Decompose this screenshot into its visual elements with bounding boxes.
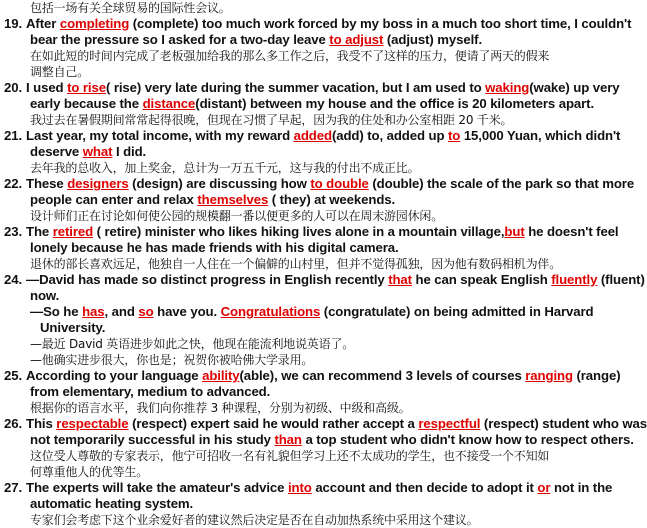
sentence-text: lonely because he has made friends with his digital camera. [30, 240, 399, 255]
sentence-text: (range) [572, 368, 621, 383]
chinese-translation-line: 我过去在暑假期间常常起得很晚，但现在习惯了早起，因为我的住处和办公室相距 20 千米。 [30, 113, 513, 127]
english-sentence-line [4, 144, 634, 160]
chinese-translation-line: 包括一场有关全球贸易的国际性会议。 [30, 1, 231, 15]
sentence-text: early because the [30, 96, 143, 111]
sentence-text: (adjust) myself. [383, 32, 483, 47]
english-sentence-line [4, 384, 634, 400]
chinese-translation-line: 退休的部长喜欢远足，他独自一人住在一个偏僻的山村里，但并不觉得孤独，因为他有数码相机为伴。 [30, 257, 562, 271]
exercise-item [4, 224, 634, 272]
english-sentence-line [4, 320, 634, 336]
item-number: 19. [4, 16, 23, 31]
answer-word: respectable [56, 416, 129, 431]
chinese-translation-line: 在如此短的时间内完成了老板强加给我的那么多工作之后，我受不了这样的压力，便请了两天的假来 [30, 49, 550, 63]
english-sentence-line [4, 80, 634, 96]
sentence-text: people can enter and relax [30, 192, 198, 207]
exercise-item [4, 80, 634, 128]
english-sentence-line [4, 288, 634, 304]
english-sentence-line [4, 432, 634, 448]
english-sentence-line [4, 128, 634, 144]
item-number: 21. [4, 128, 23, 143]
chinese-translation-line: 何尊重他人的优等生。 [30, 465, 149, 479]
chinese-translation-line: —最近 David 英语进步如此之快，他现在能流利地说英语了。 [30, 337, 355, 351]
sentence-text: I did. [112, 144, 147, 159]
item-number: 24. [4, 272, 23, 287]
english-sentence-line [4, 304, 634, 320]
chinese-translation-line: 设计师们正在讨论如何使公园的规模翻一番以便更多的人可以在周末游园休闲。 [30, 209, 444, 223]
sentence-text: account and then decide to adopt it [311, 480, 538, 495]
answer-word: ability [202, 368, 240, 383]
sentence-text: have you. [153, 304, 221, 319]
english-sentence-line [4, 96, 634, 112]
answer-word: to double [310, 176, 369, 191]
sentence-text: (complete) too much work forced by my boss in a much too short time, I couldn't [129, 16, 632, 31]
answer-word: but [504, 224, 525, 239]
answer-word: to rise [67, 80, 106, 95]
sentence-text: he doesn't feel [524, 224, 619, 239]
chinese-translation-line: 根据你的语言水平，我们向你推荐 3 种课程，分别为初级、中级和高级。 [30, 401, 411, 415]
sentence-text: —So he [30, 304, 83, 319]
sentence-text: bear the pressure so I asked for a two-day leave [30, 32, 330, 47]
sentence-text: (double) the scale of the park so that more [368, 176, 635, 191]
sentence-text: not in the [550, 480, 613, 495]
exercise-item [4, 16, 634, 80]
sentence-text: from elementary, medium to advanced. [30, 384, 271, 399]
sentence-text: now. [30, 288, 60, 303]
sentence-text: The [26, 224, 53, 239]
sentence-text: automatic heating system. [30, 496, 194, 511]
answer-word: into [287, 480, 312, 495]
answer-word: completing [59, 16, 130, 31]
sentence-text: ( they) at weekends. [268, 192, 396, 207]
item-number: 27. [4, 480, 23, 495]
chinese-translation-line: 去年我的总收入，加上奖金，总计为一万五千元，这与我的付出不成正比。 [30, 161, 420, 175]
english-sentence-line [4, 480, 634, 496]
answer-word: has [82, 304, 105, 319]
exercise-item [4, 272, 645, 368]
sentence-text: not temporarily successful in his study [30, 432, 275, 447]
sentence-text: ( rise) very late during the summer vacation, but I am used to [105, 80, 486, 95]
english-sentence-line [4, 272, 645, 288]
exercise-item [4, 416, 647, 480]
answer-word: so [138, 304, 154, 319]
sentence-text: (respect) expert said he would rather accept a [128, 416, 419, 431]
chinese-translation-line: 调整自己。 [30, 65, 90, 79]
sentence-text: (distant) between my house and the office is 20 kilometers apart. [195, 96, 595, 111]
sentence-text: University. [40, 320, 106, 335]
sentence-text: The experts will take the amateur's advice [26, 480, 288, 495]
sentence-text: deserve [30, 144, 83, 159]
english-sentence-line [4, 224, 634, 240]
exercise-item [4, 128, 634, 176]
exercise-item [4, 368, 634, 416]
answer-word: themselves [197, 192, 269, 207]
exercise-list [4, 16, 647, 528]
item-number: 22. [4, 176, 23, 191]
sentence-text: 15,000 Yuan, which didn't [460, 128, 621, 143]
english-sentence-line [4, 240, 634, 256]
chinese-translation-line: 这位受人尊敬的专家表示，他宁可招收一名有礼貌但学习上还不太成功的学生，也不接受一个不知如 [30, 449, 550, 463]
item-number: 26. [4, 416, 23, 431]
english-sentence-line [4, 496, 634, 512]
answer-word: waking [485, 80, 530, 95]
sentence-text: (add) to, added up [331, 128, 448, 143]
answer-word: fluently [551, 272, 598, 287]
sentence-text: (fluent) [597, 272, 645, 287]
sentence-text: After [26, 16, 60, 31]
sentence-text: he can speak English [411, 272, 552, 287]
answer-word: distance [142, 96, 196, 111]
sentence-text: Last year, my total income, with my reward [26, 128, 294, 143]
answer-word: to [448, 128, 461, 143]
answer-word: respectful [418, 416, 481, 431]
item-number: 23. [4, 224, 23, 239]
answer-word: retired [52, 224, 94, 239]
sentence-text: —David has made so distinct progress in English recently [26, 272, 389, 287]
answer-word: that [388, 272, 412, 287]
answer-word: than [274, 432, 302, 447]
english-sentence-line [4, 32, 634, 48]
sentence-text: (congratulate) on being admitted in Harvard [320, 304, 594, 319]
exercise-item [4, 176, 634, 224]
item-number: 20. [4, 80, 23, 95]
answer-word: ranging [525, 368, 573, 383]
sentence-text: (design) are discussing how [128, 176, 311, 191]
english-sentence-line [4, 416, 647, 432]
answer-word: or [537, 480, 551, 495]
answer-word: Congratulations [220, 304, 321, 319]
sentence-text: a top student who didn't know how to respect others. [301, 432, 634, 447]
sentence-text: , and [104, 304, 139, 319]
sentence-text: According to your language [26, 368, 203, 383]
answer-word: to adjust [329, 32, 384, 47]
chinese-translation-line: 专家们会考虑下这个业余爱好者的建议然后决定是否在自动加热系统中采用这个建议。 [30, 513, 479, 527]
answer-word: what [82, 144, 113, 159]
item-number: 25. [4, 368, 23, 383]
sentence-text: (able), we can recommend 3 levels of courses [239, 368, 526, 383]
chinese-translation-line: —他确实进步很大，你也是；祝贺你被哈佛大学录用。 [30, 353, 314, 367]
answer-word: added [293, 128, 332, 143]
sentence-text: These [26, 176, 68, 191]
answer-word: designers [67, 176, 129, 191]
sentence-text: (respect) student who was [480, 416, 647, 431]
sentence-text: I used [26, 80, 68, 95]
english-sentence-line [4, 192, 634, 208]
english-sentence-line [4, 16, 634, 32]
english-sentence-line [4, 368, 634, 384]
sentence-text: ( retire) minister who likes hiking lives alone in a mountain village, [93, 224, 505, 239]
sentence-text: This [26, 416, 57, 431]
english-sentence-line [4, 176, 634, 192]
exercise-item [4, 480, 634, 528]
sentence-text: (wake) up very [529, 80, 620, 95]
